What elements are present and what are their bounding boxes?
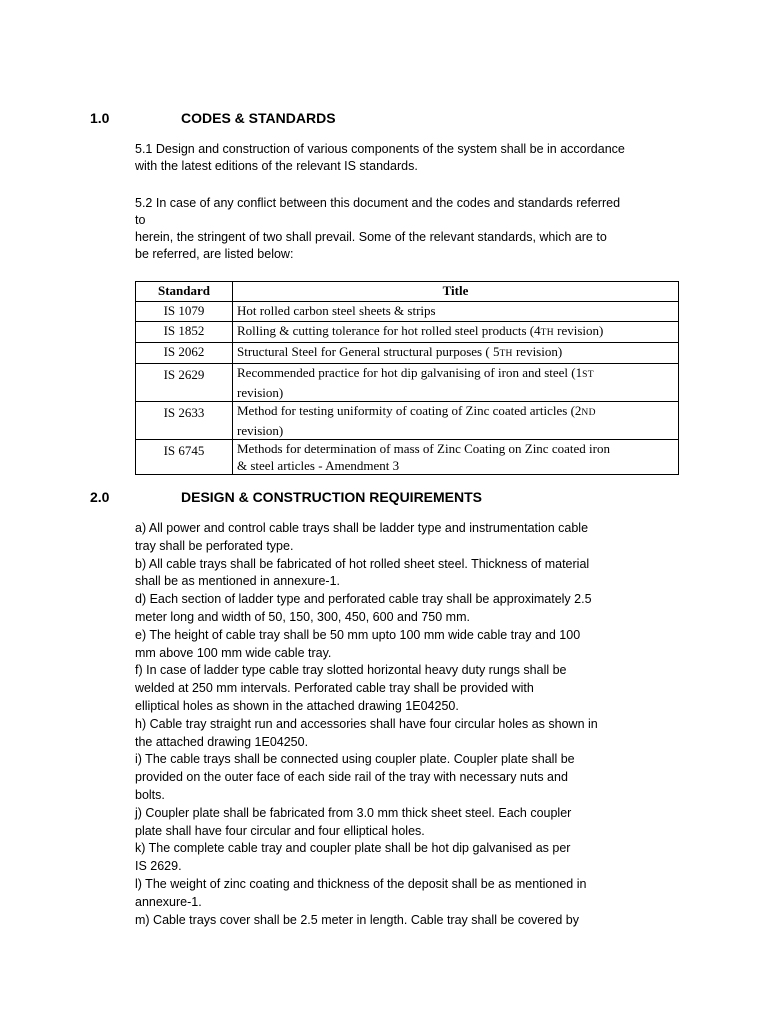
column-header-title: Title [233, 282, 679, 302]
ordinal-suffix: ST [582, 370, 594, 380]
paragraph-line: be referred, are listed below: [135, 247, 294, 261]
requirement-line: m) Cable trays cover shall be 2.5 meter in length. Cable tray shall be covered by [135, 912, 579, 927]
paragraph-5-2 [135, 195, 683, 263]
requirement-line: b) All cable trays shall be fabricated of hot rolled sheet steel. Thickness of material [135, 556, 590, 571]
requirement-line: elliptical holes as shown in the attached drawing 1E04250. [135, 698, 459, 713]
requirement-line: k) The complete cable tray and coupler plate shall be hot dip galvanised as per [135, 841, 571, 856]
requirement-line: provided on the outer face of each side rail of the tray with necessary nuts and [135, 770, 568, 785]
requirement-line: IS 2629. [135, 859, 182, 874]
section-title: DESIGN & CONSTRUCTION REQUIREMENTS [181, 489, 483, 505]
requirement-line: tray shall be perforated type. [135, 538, 294, 553]
requirement-line: the attached drawing 1E04250. [135, 734, 309, 749]
standard-title: Hot rolled carbon steel sheets & strips [233, 302, 679, 322]
requirements-list [135, 520, 695, 929]
requirement-line: f) In case of ladder type cable tray slotted horizontal heavy duty rungs shall be [135, 663, 567, 678]
standard-title [233, 440, 679, 475]
requirement-line: plate shall have four circular and four elliptical holes. [135, 823, 425, 838]
paragraph-line: 5.1 Design and construction of various components of the system shall be in accordance [135, 142, 625, 156]
standard-code: IS 2629 [136, 364, 233, 402]
table-row [136, 364, 679, 402]
ordinal-suffix: TH [499, 349, 513, 359]
requirement-line: i) The cable trays shall be connected using coupler plate. Coupler plate shall be [135, 752, 575, 767]
standard-code: IS 1852 [136, 322, 233, 343]
table-row [136, 343, 679, 364]
paragraph-line: with the latest editions of the relevant IS standards. [135, 159, 418, 173]
title-text: revision) [237, 385, 284, 400]
requirement-line: welded at 250 mm intervals. Perforated cable tray shall be provided with [135, 681, 534, 696]
requirement-line: a) All power and control cable trays shall be ladder type and instrumentation cable [135, 521, 589, 535]
section-number: 2.0 [90, 489, 110, 505]
requirement-line: e) The height of cable tray shall be 50 mm upto 100 mm wide cable tray and 100 [135, 627, 581, 642]
requirement-line: mm above 100 mm wide cable tray. [135, 645, 332, 660]
column-header-standard: Standard [136, 282, 233, 302]
title-text: Structural Steel for General structural purposes ( 5 [237, 344, 500, 359]
table-row [136, 402, 679, 440]
standard-code: IS 2633 [136, 402, 233, 440]
requirement-line: h) Cable tray straight run and accessories shall have four circular holes as shown in [135, 716, 598, 731]
title-text: revision) [237, 423, 284, 438]
title-text: Method for testing uniformity of coating of Zinc coated articles (2 [237, 403, 582, 418]
requirement-line: shall be as mentioned in annexure-1. [135, 574, 340, 589]
requirement-line: meter long and width of 50, 150, 300, 450, 600 and 750 mm. [135, 609, 470, 624]
paragraph-5-1 [135, 141, 683, 175]
paragraph-line: herein, the stringent of two shall prevail. Some of the relevant standards, which are to [135, 230, 607, 244]
title-text: Recommended practice for hot dip galvanising of iron and steel (1 [237, 365, 583, 380]
requirement-line: d) Each section of ladder type and perforated cable tray shall be approximately 2.5 [135, 592, 592, 607]
standard-title [233, 343, 679, 364]
requirement-line: annexure-1. [135, 894, 202, 909]
title-text: Methods for determination of mass of Zinc Coating on Zinc coated iron [237, 441, 610, 456]
title-text: revision) [512, 344, 563, 359]
title-text: Rolling & cutting tolerance for hot rolled steel products (4 [237, 323, 541, 338]
requirement-line: l) The weight of zinc coating and thickness of the deposit shall be as mentioned in [135, 876, 587, 891]
ordinal-suffix: ND [581, 408, 596, 418]
table-row [136, 440, 679, 475]
ordinal-suffix: TH [540, 328, 554, 338]
standard-code: IS 1079 [136, 302, 233, 322]
paragraph-line: to [135, 213, 146, 227]
standard-title [233, 402, 679, 440]
paragraph-line: 5.2 In case of any conflict between this document and the codes and standards referred [135, 196, 621, 210]
table-header-row [136, 282, 679, 302]
standard-title [233, 322, 679, 343]
title-text: & steel articles - Amendment 3 [237, 458, 400, 473]
standard-code: IS 6745 [136, 440, 233, 475]
table-row [136, 322, 679, 343]
section-heading-design-construction [90, 488, 482, 506]
requirement-line: j) Coupler plate shall be fabricated from 3.0 mm thick sheet steel. Each coupler [135, 805, 572, 820]
requirement-line: bolts. [135, 787, 165, 802]
title-text: revision) [553, 323, 604, 338]
section-heading-codes-standards [90, 109, 336, 127]
standard-title [233, 364, 679, 402]
standards-table [135, 281, 679, 475]
table-row [136, 302, 679, 322]
section-number: 1.0 [90, 110, 110, 126]
section-title: CODES & STANDARDS [181, 110, 336, 126]
standard-code: IS 2062 [136, 343, 233, 364]
